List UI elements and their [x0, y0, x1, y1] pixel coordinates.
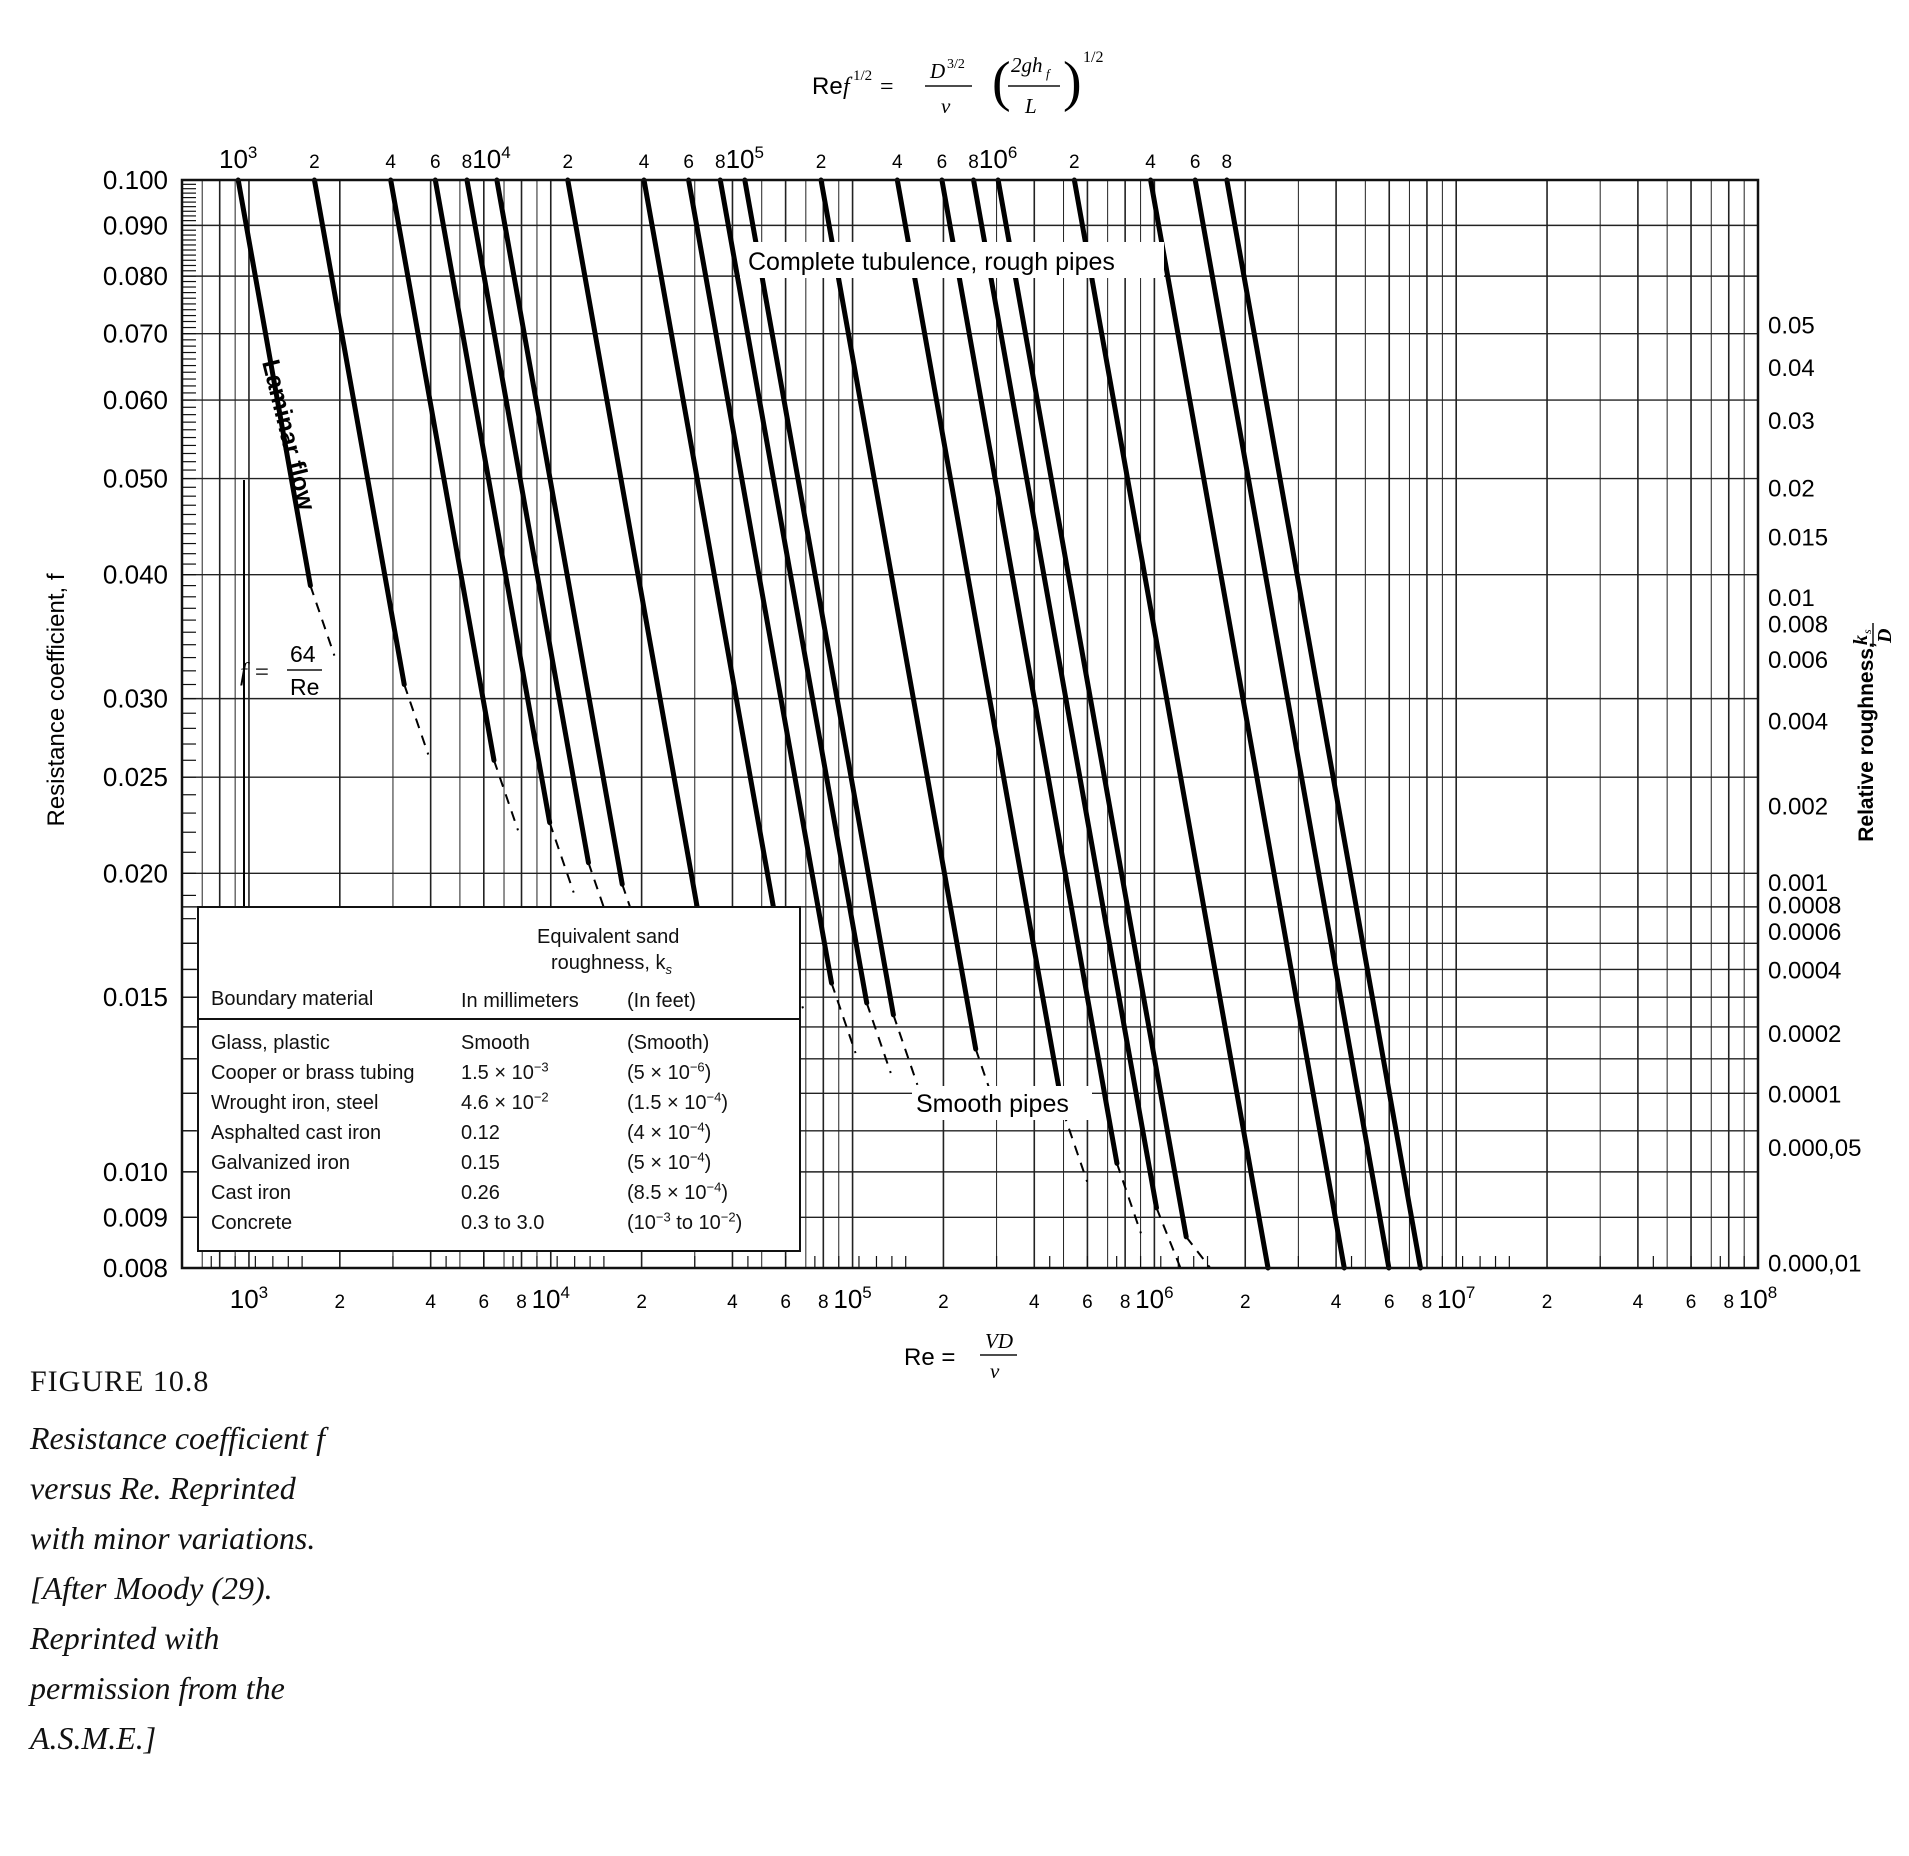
right-tick-label: 0.006 — [1768, 646, 1829, 674]
top-x-tick-label: 8 — [714, 152, 726, 173]
x-tick-label: 6 — [478, 1292, 490, 1313]
material-row — [199, 1119, 799, 1152]
material-table — [197, 906, 801, 1252]
y-tick-label: 0.010 — [102, 1156, 168, 1187]
material-name: Asphalted cast iron — [211, 1122, 382, 1144]
curve-tail-13 — [1063, 1112, 1087, 1182]
x-tick-label: 8 — [1723, 1292, 1735, 1313]
y-tick-label: 0.015 — [102, 982, 168, 1013]
curve-tail-3 — [494, 760, 518, 830]
header-equivalent-sand: Equivalent sand — [537, 926, 680, 948]
y-tick-label: 0.020 — [102, 858, 168, 889]
eq-num: 64 — [290, 641, 316, 667]
top-x-tick-label: 8 — [461, 152, 473, 173]
y-tick-label: 0.090 — [102, 210, 168, 241]
formula-d-exp: 3/2 — [947, 57, 965, 72]
material-name: Glass, plastic — [211, 1032, 330, 1054]
curve-line-19 — [1195, 180, 1389, 1268]
top-x-tick-label: 8 — [968, 152, 979, 173]
y-tick-label: 0.030 — [102, 683, 168, 714]
x-tick-label: $10^4$ — [531, 1283, 570, 1314]
eq-den: Re — [290, 674, 320, 700]
curve-line-11 — [745, 180, 894, 1015]
x-tick-label: 2 — [1541, 1292, 1553, 1313]
material-row — [199, 1059, 799, 1092]
material-row — [199, 1032, 799, 1062]
annotation-complete-turbulence: Complete tubulence, rough pipes — [748, 248, 1115, 276]
y-tick-label: 0.100 — [102, 165, 168, 195]
annotation-smooth-pipes: Smooth pipes — [916, 1090, 1069, 1118]
material-ft: (Smooth) — [627, 1032, 710, 1054]
x-tick-label: 2 — [636, 1292, 647, 1313]
curve-line-13 — [897, 180, 1063, 1112]
curve-tail-2 — [404, 685, 428, 755]
x-label-vd: VD — [985, 1329, 1013, 1353]
curve-tail-16 — [1186, 1237, 1210, 1268]
formula-f-sub: f — [1046, 66, 1050, 81]
formula-ghf: 2gh — [1011, 53, 1043, 77]
formula-l: L — [1025, 94, 1037, 118]
figure-label: FIGURE 10.8 — [30, 1365, 210, 1398]
x-tick-label: 8 — [1421, 1292, 1433, 1313]
top-x-tick-label: 4 — [892, 152, 903, 173]
x-tick-label: 6 — [1082, 1292, 1093, 1313]
top-x-tick-label: $10^4$ — [472, 143, 511, 174]
curve-line-7 — [568, 180, 697, 907]
material-row — [199, 1209, 799, 1242]
material-name: Galvanized iron — [211, 1152, 350, 1174]
header-roughness — [551, 952, 672, 977]
material-ft: ($10^{-3}$ to $10^{-2}$) — [627, 1209, 743, 1234]
y-tick-label: 0.070 — [102, 318, 168, 349]
top-x-tick-label: $10^3$ — [218, 143, 258, 174]
top-x-tick-label: 6 — [1189, 152, 1201, 173]
right-tick-label: 0.0006 — [1768, 918, 1842, 946]
right-tick-label: 0.0008 — [1768, 892, 1842, 920]
material-ft: $(5 \times 10^{-6})$ — [627, 1059, 712, 1084]
material-name: Wrought iron, steel — [211, 1092, 379, 1114]
x-tick-label: $10^8$ — [1738, 1283, 1778, 1314]
material-name: Concrete — [211, 1212, 293, 1234]
material-name: Cast iron — [211, 1182, 292, 1204]
x-tick-label: $10^7$ — [1436, 1283, 1476, 1314]
y2-axis-label: Relative roughness, — [1855, 642, 1878, 842]
material-table-header — [199, 908, 799, 1018]
x-tick-label: 4 — [1330, 1292, 1342, 1313]
material-mm: $1.5 \times 10^{-3}$ — [461, 1059, 549, 1084]
y-tick-label: 0.050 — [102, 463, 168, 494]
y-tick-label: 0.009 — [102, 1202, 168, 1233]
header-roughness-sub: s — [665, 962, 673, 977]
top-axis-formula — [812, 49, 1103, 118]
y2-axis-label-ratio — [1850, 623, 1896, 647]
top-x-tick-label: 2 — [309, 152, 320, 173]
right-tick-label: 0.0001 — [1768, 1081, 1842, 1109]
right-tick-label: 0.05 — [1768, 312, 1815, 340]
x-tick-label: 6 — [1685, 1292, 1697, 1313]
curve-line-17 — [1074, 180, 1268, 1268]
top-x-tick-label: 4 — [638, 152, 650, 173]
x-tick-label: 4 — [1632, 1292, 1644, 1313]
annotation-laminar-flow: Laminar flow — [256, 356, 321, 514]
formula-lparen: ( — [992, 51, 1011, 113]
x-tick-label: 6 — [1383, 1292, 1395, 1313]
x-tick-label: 4 — [425, 1292, 436, 1313]
top-x-tick-label: 2 — [562, 152, 574, 173]
formula-exp2: 1/2 — [1083, 49, 1104, 66]
right-tick-label: 0.03 — [1768, 407, 1815, 435]
annotation-laminar-equation — [240, 641, 322, 700]
curve-line-3 — [391, 180, 494, 760]
x-tick-label: 2 — [1239, 1292, 1251, 1313]
right-tick-label: 0.004 — [1768, 708, 1829, 736]
formula-rparen: ) — [1063, 51, 1082, 113]
header-boundary-material: Boundary material — [211, 988, 374, 1010]
top-x-tick-label: 2 — [1069, 152, 1080, 173]
formula-exp: 1/2 — [853, 68, 873, 84]
y-axis-label: Resistance coefficient, f — [43, 573, 70, 827]
y-tick-label: 0.080 — [102, 261, 168, 292]
figure-caption — [30, 1365, 450, 1763]
x-tick-label: 8 — [1119, 1292, 1131, 1313]
top-x-tick-label: 4 — [1145, 152, 1156, 173]
x-axis-label — [904, 1329, 1017, 1383]
x-tick-label: $10^6$ — [1135, 1283, 1174, 1314]
curve-line-9 — [689, 180, 832, 983]
x-tick-label: 8 — [818, 1292, 829, 1313]
svg-text:D: D — [1874, 628, 1896, 643]
top-x-tick-label: 6 — [683, 152, 694, 173]
curve-line-12 — [821, 180, 976, 1049]
formula-re: Re — [812, 73, 843, 100]
top-x-tick-label: 6 — [936, 152, 948, 173]
material-name: Cooper or brass tubing — [211, 1062, 415, 1084]
svg-text:s: s — [1860, 629, 1874, 634]
y-tick-label: 0.008 — [102, 1253, 168, 1283]
material-mm: 0.3 to 3.0 — [461, 1212, 545, 1234]
right-tick-label: 0.000,01 — [1768, 1250, 1862, 1278]
top-x-tick-label: 2 — [815, 152, 827, 173]
top-x-tick-label: $10^5$ — [725, 143, 764, 174]
x-label-re: Re = — [904, 1344, 956, 1371]
material-row — [199, 1149, 799, 1182]
material-row — [199, 1089, 799, 1122]
top-x-tick-label: 8 — [1221, 152, 1233, 173]
svg-text:k: k — [1850, 635, 1872, 645]
material-mm: 0.12 — [461, 1122, 500, 1144]
top-x-tick-label: 6 — [430, 152, 441, 173]
header-feet: (In feet) — [627, 990, 696, 1012]
top-x-tick-label: 4 — [385, 152, 396, 173]
material-ft: $(5 \times 10^{-4})$ — [627, 1149, 712, 1174]
y-tick-label: 0.040 — [102, 559, 168, 590]
right-tick-label: 0.0002 — [1768, 1021, 1842, 1049]
right-tick-label: 0.04 — [1768, 354, 1815, 382]
figure-caption-text: Resistance coefficient f versus Re. Reprinted with minor variations. [After Moody (29). Reprinted with permission from the A.S.M.E.] — [30, 1420, 325, 1756]
right-tick-label: 0.02 — [1768, 475, 1815, 503]
x-tick-label: 2 — [938, 1292, 949, 1313]
material-ft: $(4 \times 10^{-4})$ — [627, 1119, 712, 1144]
material-mm: $4.6 \times 10^{-2}$ — [461, 1089, 549, 1114]
material-ft: $(1.5 \times 10^{-4})$ — [627, 1089, 729, 1114]
curve-tail-4 — [550, 823, 574, 893]
x-tick-label: $10^3$ — [229, 1283, 269, 1314]
curve-tail-11 — [893, 1015, 917, 1085]
x-tick-label: 6 — [780, 1292, 791, 1313]
material-mm: 0.15 — [461, 1152, 500, 1174]
formula-d: D — [930, 59, 946, 83]
right-tick-label: 0.015 — [1768, 524, 1829, 552]
x-tick-label: 2 — [334, 1292, 346, 1313]
material-row — [199, 1179, 799, 1212]
eq-lhs: f = — [240, 659, 271, 686]
material-mm: 0.26 — [461, 1182, 500, 1204]
curve-line-18 — [1151, 180, 1345, 1268]
y-tick-label: 0.060 — [102, 385, 168, 416]
curve-line-6 — [497, 180, 622, 884]
x-tick-label: 4 — [1028, 1292, 1040, 1313]
right-tick-label: 0.0004 — [1768, 957, 1842, 985]
curve-line-8 — [644, 180, 779, 938]
curve-line-20 — [1227, 180, 1421, 1268]
curve-tail-14 — [1117, 1163, 1141, 1233]
curve-line-2 — [314, 180, 404, 685]
right-tick-label: 0.001 — [1768, 869, 1829, 897]
header-roughness-text: roughness, k — [551, 952, 666, 974]
curve-tail-10 — [867, 1003, 891, 1073]
right-tick-label: 0.008 — [1768, 611, 1829, 639]
right-tick-label: 0.002 — [1768, 793, 1829, 821]
right-tick-label: 0.01 — [1768, 584, 1815, 612]
formula-nu: ν — [941, 94, 951, 118]
top-x-tick-label: $10^6$ — [978, 143, 1018, 174]
right-tick-label: 0.000,05 — [1768, 1134, 1862, 1162]
y-tick-label: 0.025 — [102, 762, 168, 793]
material-mm: Smooth — [461, 1032, 530, 1054]
curve-line-16 — [998, 180, 1186, 1237]
header-rule — [199, 1018, 799, 1020]
formula-eq: = — [880, 74, 894, 100]
x-tick-label: 4 — [727, 1292, 738, 1313]
x-label-nu: ν — [990, 1359, 1000, 1383]
formula-f: f — [843, 74, 850, 100]
header-millimeters: In millimeters — [461, 990, 579, 1012]
material-ft: $(8.5 \times 10^{-4})$ — [627, 1179, 729, 1204]
x-tick-label: 8 — [516, 1292, 527, 1313]
x-tick-label: $10^5$ — [833, 1283, 872, 1314]
curve-line-5 — [467, 180, 589, 863]
